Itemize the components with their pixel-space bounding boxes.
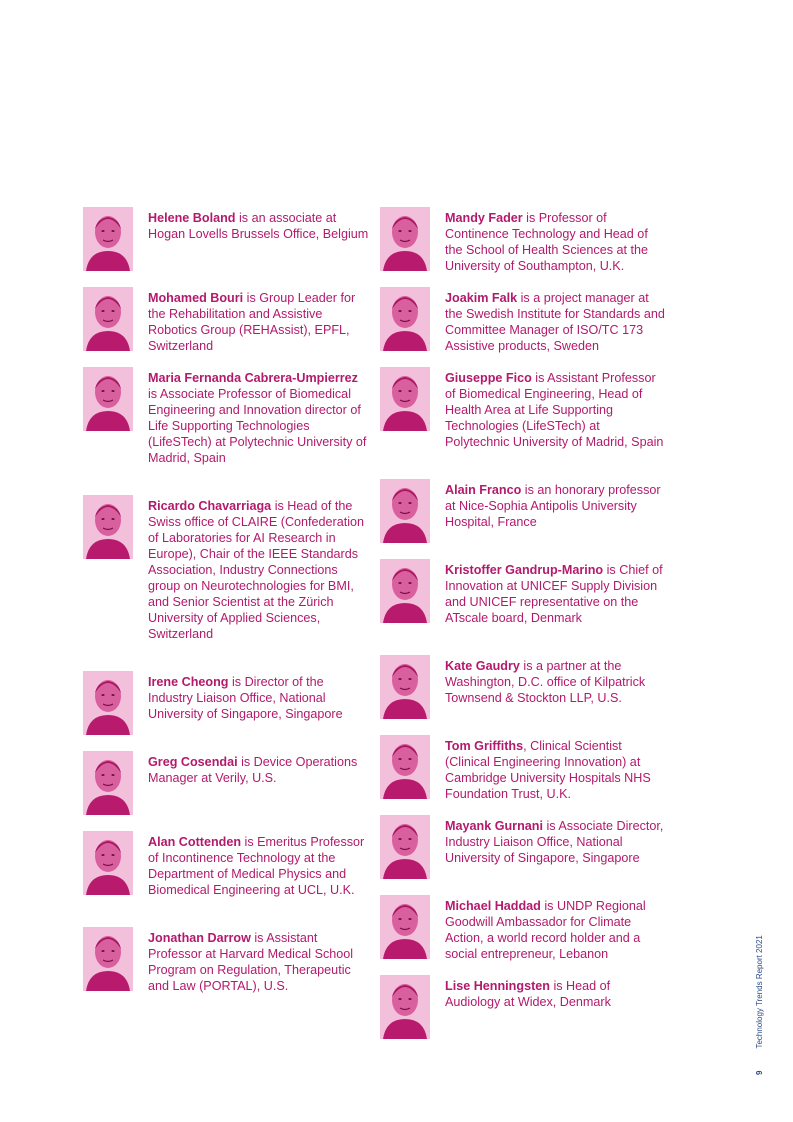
person-name: Giuseppe Fico (445, 371, 532, 385)
person-photo (83, 751, 133, 815)
page-footer (748, 905, 762, 1075)
person-bio (148, 930, 370, 994)
person-bio (148, 754, 370, 786)
person-name: Mohamed Bouri (148, 291, 244, 305)
person-description: , Clinical Scientist (Clinical Engineering Innovation) at Cambridge University Hospitals NHS Foundation Trust, U.K. (445, 739, 651, 801)
person-photo (380, 815, 430, 879)
person-name: Helene Boland (148, 211, 236, 225)
person-bio (148, 210, 370, 242)
person-name: Kate Gaudry (445, 659, 520, 673)
person-bio (148, 498, 370, 642)
person-name: Tom Griffiths (445, 739, 524, 753)
footer-label (755, 935, 764, 1075)
person-name: Irene Cheong (148, 675, 229, 689)
person-bio (445, 482, 667, 530)
person-photo (83, 207, 133, 271)
person-photo (380, 735, 430, 799)
person-bio (445, 210, 667, 274)
person-name: Ricardo Chavarriaga (148, 499, 272, 513)
person-description: is Head of Audiology at Widex, Denmark (445, 979, 611, 1009)
person-bio (445, 562, 667, 626)
person-photo (83, 927, 133, 991)
person-description: is Director of the Industry Liaison Office, National University of Singapore, Singapore (148, 675, 343, 721)
person-photo (380, 559, 430, 623)
person-bio (445, 818, 667, 866)
person-name: Alan Cottenden (148, 835, 242, 849)
person-name: Lise Henningsten (445, 979, 550, 993)
person-name: Mayank Gurnani (445, 819, 543, 833)
person-name: Alain Franco (445, 483, 522, 497)
person-bio (445, 978, 667, 1010)
person-photo (380, 207, 430, 271)
person-photo (380, 895, 430, 959)
person-photo (380, 367, 430, 431)
person-description: is Assistant Professor at Harvard Medical School Program on Regulation, Therapeutic and Law (PORTAL), U.S. (148, 931, 354, 993)
person-name: Kristoffer Gandrup-Marino (445, 563, 604, 577)
person-bio (445, 738, 667, 802)
person-photo (380, 287, 430, 351)
person-name: Mandy Fader (445, 211, 523, 225)
person-description: is Group Leader for the Rehabilitation and Assistive Robotics Group (REHAssist), EPFL, Switzerland (148, 291, 356, 353)
person-bio (148, 834, 370, 898)
person-bio (148, 674, 370, 722)
person-bio (148, 370, 370, 466)
person-description: is Assistant Professor of Biomedical Engineering, Head of Health Area at Life Supporting Technologies (LifeSTech) at Polytechnic University of Madrid, Spain (445, 371, 664, 449)
person-description: is an associate at Hogan Lovells Brussels Office, Belgium (148, 211, 369, 241)
person-name: Michael Haddad (445, 899, 541, 913)
person-photo (83, 287, 133, 351)
page-number: 9 (755, 1070, 764, 1075)
person-bio (445, 898, 667, 962)
person-name: Jonathan Darrow (148, 931, 251, 945)
person-bio (445, 290, 667, 354)
person-description: is Emeritus Professor of Incontinence Technology at the Department of Medical Physics and Biomedical Engineering at UCL, U.K. (148, 835, 365, 897)
person-photo (380, 479, 430, 543)
person-description: is a project manager at the Swedish Institute for Standards and Committee Manager of ISO/TC 173 Assistive products, Sweden (445, 291, 665, 353)
person-name: Greg Cosendai (148, 755, 238, 769)
person-description: is Device Operations Manager at Verily, U.S. (148, 755, 358, 785)
person-description: is Head of the Swiss office of CLAIRE (Confederation of Laboratories for AI Research in Europe), Chair of the IEEE Standards Association, Industry Connections group on Neurotechnologies for BMI, and Senior Scientist at the Zürich University of Applied Sciences, Switzerland (148, 499, 365, 641)
report-title: Technology Trends Report 2021 (755, 935, 764, 1049)
person-photo (380, 975, 430, 1039)
person-photo (83, 671, 133, 735)
person-photo (380, 655, 430, 719)
person-description: is Associate Professor of Biomedical Engineering and Innovation director of Life Supporting Technologies (LifeSTech) at Polytechnic University of Madrid, Spain (148, 387, 367, 465)
person-description: is an honorary professor at Nice-Sophia Antipolis University Hospital, France (445, 483, 661, 529)
person-description: is Chief of Innovation at UNICEF Supply Division and UNICEF representative on the ATscale board, Denmark (445, 563, 663, 625)
person-photo (83, 495, 133, 559)
person-bio (445, 370, 667, 450)
person-bio (445, 658, 667, 706)
person-name: Joakim Falk (445, 291, 518, 305)
person-description: is Associate Director, Industry Liaison Office, National University of Singapore, Singapore (445, 819, 664, 865)
person-description: is UNDP Regional Goodwill Ambassador for Climate Action, a world record holder and a social entrepreneur, Lebanon (445, 899, 646, 961)
person-name: Maria Fernanda Cabrera-Umpierrez (148, 371, 358, 385)
person-photo (83, 367, 133, 431)
person-description: is Professor of Continence Technology and Head of the School of Health Sciences at the University of Southampton, U.K. (445, 211, 649, 273)
person-photo (83, 831, 133, 895)
person-description: is a partner at the Washington, D.C. office of Kilpatrick Townsend & Stockton LLP, U.S. (445, 659, 646, 705)
person-bio (148, 290, 370, 354)
